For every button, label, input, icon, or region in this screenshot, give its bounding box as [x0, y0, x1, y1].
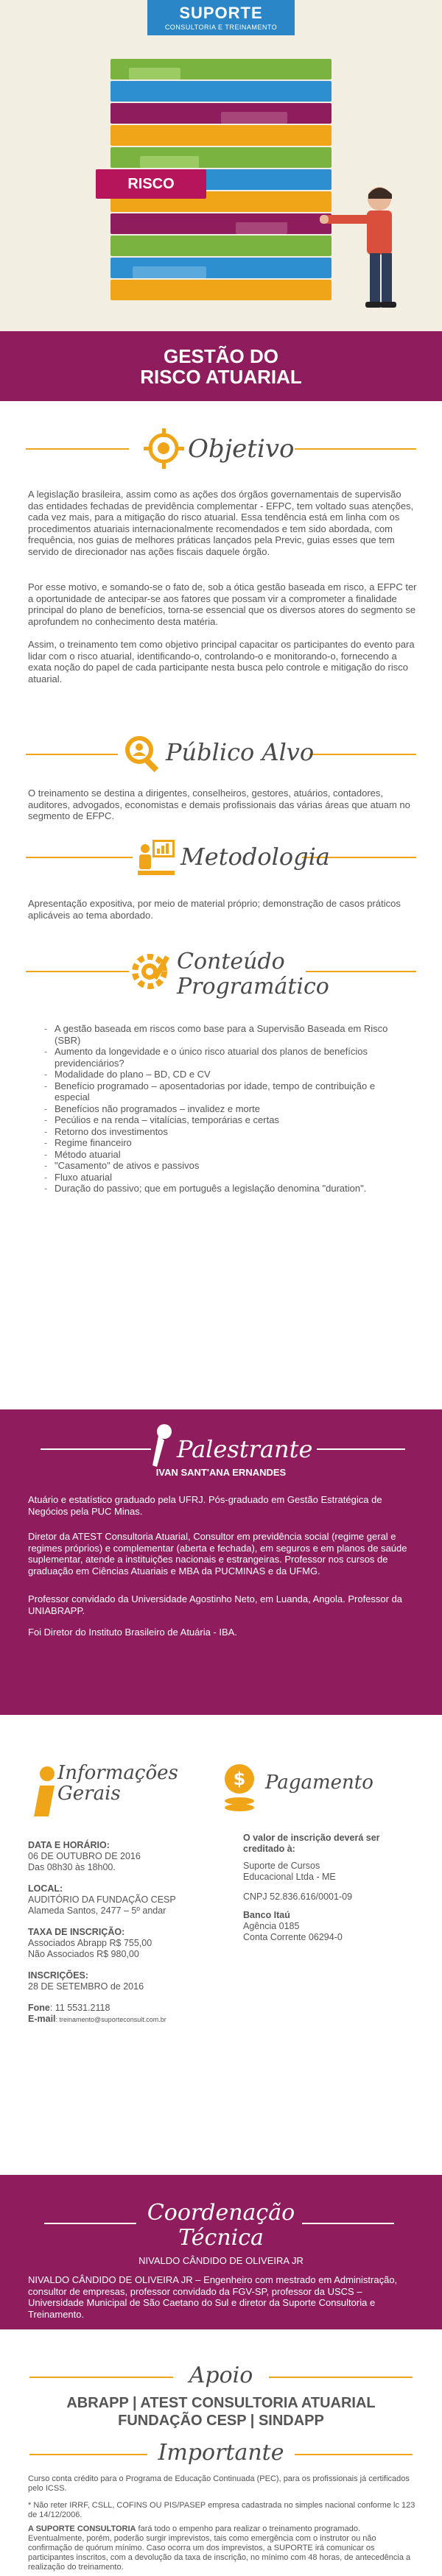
presentation-icon	[136, 837, 177, 877]
metodologia-heading: Metodologia	[180, 843, 330, 871]
palestrante-name: IVAN SANT'ANA ERNANDES	[155, 1467, 287, 1478]
info-icon	[28, 1766, 61, 1818]
fee-label: TAXA DE INSCRIÇÃO:	[28, 1927, 125, 1937]
conteudo-list	[44, 1023, 398, 1195]
pagamento-cnpj: CNPJ 52.836.616/0001-09	[243, 1892, 353, 1902]
page-title: GESTÃO DO RISCO ATUARIAL	[140, 345, 302, 388]
apoio-line-2: FUNDAÇÃO CESP | SINDAPP	[118, 2413, 324, 2429]
palestrante-paragraph-3: Professor convidado da Universidade Agostinho Neto, em Luanda, Angola. Professor da UNIABRAPP.	[28, 1593, 403, 1616]
palestrante-heading: Palestrante	[177, 1435, 313, 1463]
apoio-sponsors	[0, 2394, 442, 2430]
apoio-line-1: ABRAPP | ATEST CONSULTORIA ATUARIAL	[66, 2395, 376, 2411]
person-figure-icon	[309, 184, 405, 313]
brand-tagline: CONSULTORIA E TREINAMENTO	[164, 24, 278, 31]
objetivo-paragraph-1: A legislação brasileira, assim como as ações dos órgãos governamentais de supervisão das entidades fechadas de previdência complementar - EFPC, tem voltado suas atenções, cada vez mais, para a mitigação do risco atuarial. Essa tendência está em linha com os procedimentos atuariais internacionalmente recomendados e tem sido abordada, com frequência, nos guias de melhores práticas lançados pela Previc, guias esses que tem servido de direcionador nas ações fiscais daquele órgão.	[28, 489, 414, 557]
conteudo-list-item: - Fluxo atuarial	[44, 1172, 398, 1183]
conteudo-heading	[177, 949, 329, 999]
brand-logo	[147, 0, 295, 35]
target-icon	[144, 428, 184, 469]
info-heading-line1: Informações	[57, 1762, 178, 1784]
importante-heading: Importante	[158, 2440, 284, 2466]
time-value: Das 08h30 às 18h00.	[28, 1862, 116, 1872]
importante-paragraph-3-text: fará todo o empenho para realizar o treinamento programado. Eventualmente, porém, poderão surgir imprevistos, tais como emergência com o instrutor ou não confirmação de quórum mínimo. Caso ocorra um dos imprevistos, a SUPORTE irá comunicar os participantes inscritos, com a devolução da taxa de inscrição, no mínimo com 48 horas, de antecedência a realização do treinamento.	[28, 2524, 411, 2572]
pagamento-intro: O valor de inscrição deverá ser creditado à:	[243, 1833, 380, 1854]
pagamento-company-2: Educacional Ltda - ME	[243, 1872, 336, 1882]
email-value[interactable]: : treinamento@suporteconsult.com.br	[55, 2016, 166, 2023]
conteudo-list-item: - Aumento da longevidade e o único risco atuarial dos planos de benefícios previdenciários?	[44, 1046, 398, 1069]
conteudo-list-item: - "Casamento" de ativos e passivos	[44, 1160, 398, 1172]
conteudo-list-item: - A gestão baseada em riscos como base para a Supervisão Baseada em Risco (SBR)	[44, 1023, 398, 1046]
gear-pencil-icon	[129, 949, 173, 994]
conteudo-list-item: - Método atuarial	[44, 1149, 398, 1161]
money-icon	[221, 1763, 265, 1814]
conteudo-list-item: - Modalidade do plano – BD, CD e CV	[44, 1069, 398, 1080]
importante-paragraph-2: * Não reter IRRF, CSLL, COFINS OU PIS/PASEP empresa cadastrada no simples nacional conforme lc 123 de 14/12/2006.	[28, 2501, 415, 2519]
fone-label: Fone	[28, 2003, 50, 2013]
coordenacao-heading-line2: Técnica	[178, 2225, 264, 2251]
objetivo-heading: Objetivo	[188, 434, 295, 464]
pagamento-heading: Pagamento	[265, 1772, 373, 1794]
hero-illustration	[0, 0, 442, 331]
fone-value: : 11 5531.2118	[49, 2003, 110, 2013]
conteudo-list-item: - Regime financeiro	[44, 1137, 398, 1149]
palestrante-paragraph-1: Atuário e estatístico graduado pela UFRJ. Pós-graduado em Gestão Estratégica de Negócios pela PUC Minas.	[28, 1494, 382, 1517]
importante-paragraph-1: Curso conta crédito para o Programa de Educação Continuada (PEC), para os profissionais já certificados pelo ICSS.	[28, 2474, 410, 2493]
fee-value-1: Associados Abrapp R$ 755,00	[28, 1938, 152, 1948]
coordenacao-heading	[140, 2201, 302, 2251]
risk-label: RISCO	[127, 176, 175, 192]
conteudo-list-item: - Retorno dos investimentos	[44, 1126, 398, 1138]
local-value-2: Alameda Santos, 2477 – 5º andar	[28, 1906, 166, 1916]
importante-paragraph-3	[28, 2524, 418, 2572]
pagamento-details	[243, 1833, 420, 1943]
email-label: E-mail	[28, 2014, 56, 2024]
palestrante-paragraph-2: Diretor da ATEST Consultoria Atuarial, Consultor em previdência social (regime geral e regimes próprios) e complementar (aberta e fechada), em seguros e em planos de saúde suplementar, atende a instituições nacionais e estrangeiras. Professor nos cursos de graduação em Ciências Atuariais e MBA da PUCMINAS e da UFMG.	[28, 1531, 407, 1577]
apoio-heading: Apoio	[189, 2363, 253, 2388]
importante-company: A SUPORTE CONSULTORIA	[28, 2524, 136, 2533]
conteudo-list-item: - Pecúlios e na renda – vitalícias, temporárias e certas	[44, 1114, 398, 1126]
conteudo-list-item: - Benefícios não programados – invalidez e morte	[44, 1103, 398, 1115]
fee-value-2: Não Associados R$ 980,00	[28, 1949, 139, 1959]
palestrante-paragraph-4: Foi Diretor do Instituto Brasileiro de Atuária - IBA.	[28, 1627, 237, 1638]
objetivo-paragraph-3: Assim, o treinamento tem como objetivo principal capacitar os participantes do evento para lidar com o risco atuarial, identificando-o, controlando-o e monitorando-o, fornecendo a exata noção do papel de cada participante nesta busca pelo controle e mitigação do risco atuarial.	[28, 639, 415, 684]
pagamento-agency: Agência 0185	[243, 1921, 300, 1931]
date-label: DATA E HORÁRIO:	[28, 1840, 110, 1850]
info-heading	[57, 1763, 178, 1804]
magnifier-person-icon	[122, 732, 162, 773]
info-heading-line2: Gerais	[57, 1783, 121, 1805]
date-value: 06 DE OUTUBRO DE 2016	[28, 1851, 141, 1861]
pagamento-bank: Banco Itaú	[243, 1910, 290, 1920]
insc-label: INSCRIÇÕES:	[28, 1970, 88, 1981]
risk-block	[96, 169, 206, 199]
conteudo-list-item: - Duração do passivo; que em português a legislação denomina "duration".	[44, 1183, 398, 1195]
objetivo-paragraph-2: Por esse motivo, e somando-se o fato de, sob a ótica gestão baseada em risco, a EFPC ter a oportunidade de antecipar-se aos fatores que possam vir a comprometer a finalidade principal do plano de benefícios, torna-se essencial que os diversos atores do segmento se aprofundem no conhecimento desta matéria.	[28, 581, 417, 627]
metodologia-paragraph: Apresentação expositiva, por meio de material próprio; demonstração de casos práticos aplicáveis ao tema abordado.	[28, 898, 401, 921]
local-label: LOCAL:	[28, 1883, 63, 1894]
conteudo-heading-line1: Conteúdo	[177, 949, 285, 974]
conteudo-heading-line2: Programático	[177, 974, 329, 999]
svg-text:$: $	[233, 1769, 246, 1789]
pagamento-account: Conta Corrente 06294-0	[243, 1932, 343, 1942]
coordenacao-paragraph: NIVALDO CÂNDIDO DE OLIVEIRA JR – Engenheiro com mestrado em Administração, consultor de empresas, professor convidado da FGV-SP, professor da USCS – Universidade Municipal de São Caetano do Sul e diretor da Suporte Consultoria e Treinamento.	[28, 2274, 398, 2320]
local-value-1: AUDITÓRIO DA FUNDAÇÃO CESP	[28, 1894, 176, 1905]
info-details	[28, 1840, 197, 2025]
publico-heading: Público Alvo	[166, 738, 315, 766]
pagamento-company-1: Suporte de Cursos	[243, 1861, 320, 1871]
conteudo-list-item: - Benefício programado – aposentadorias por idade, tempo de contribuição e especial	[44, 1080, 398, 1103]
coordenacao-heading-line1: Coordenação	[147, 2200, 295, 2226]
microphone-icon	[151, 1424, 173, 1468]
brand-name: SUPORTE	[179, 4, 263, 22]
publico-paragraph: O treinamento se destina a dirigentes, conselheiros, gestores, atuários, contadores, auditores, advogados, economistas e demais profissionais das várias áreas que atuam no segmento de EFPC.	[28, 788, 410, 821]
insc-value: 28 DE SETEMBRO de 2016	[28, 1981, 144, 1992]
coordenacao-name: NIVALDO CÂNDIDO DE OLIVEIRA JR	[138, 2255, 304, 2266]
